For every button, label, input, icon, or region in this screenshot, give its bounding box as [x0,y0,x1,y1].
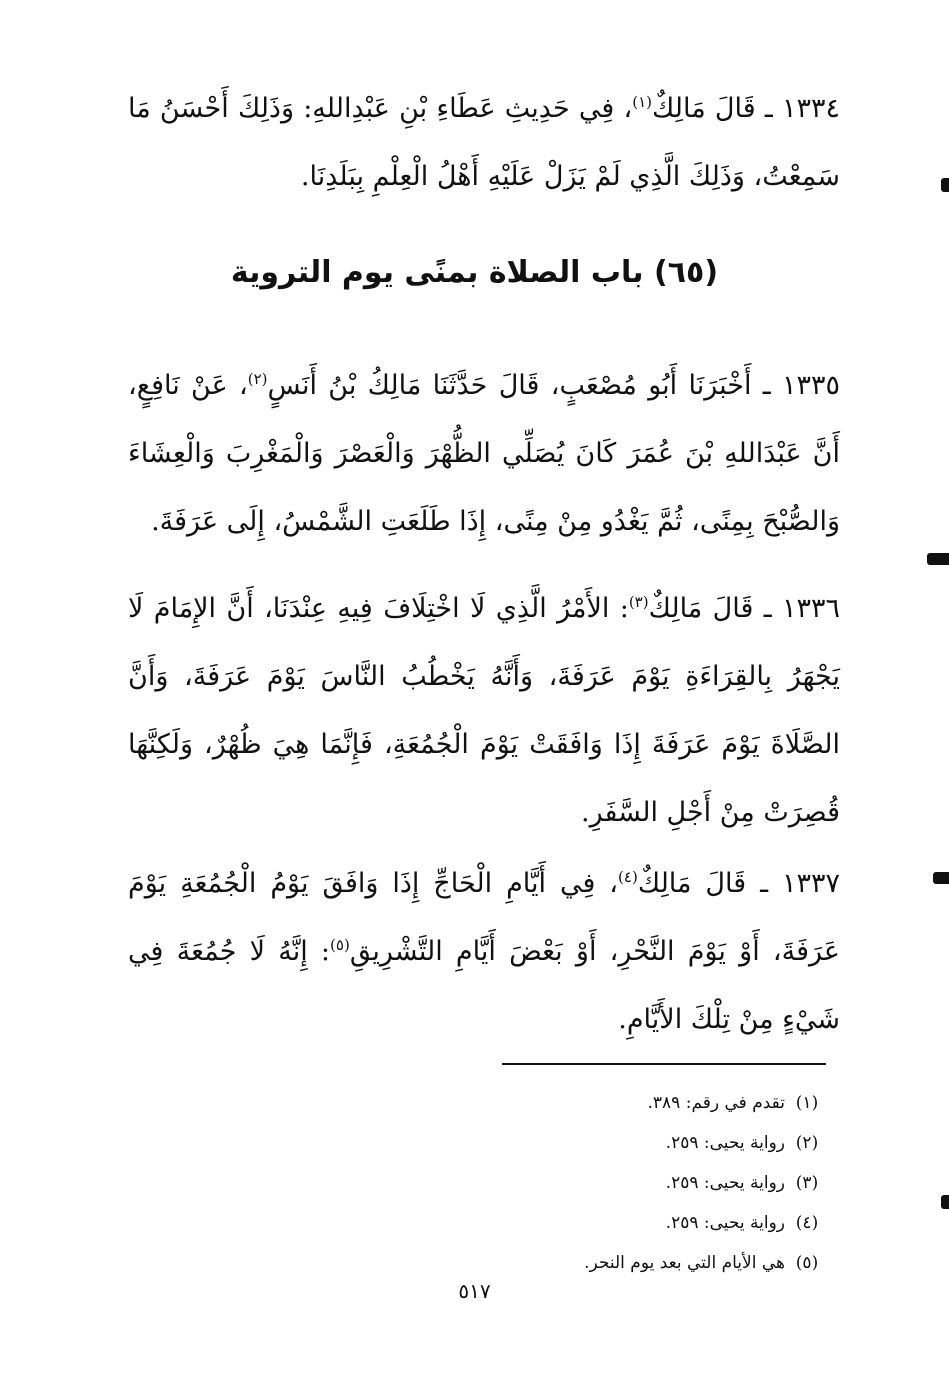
footnote-item [409,1123,829,1163]
footnote-ref-3: (٣) [628,593,649,611]
footnotes [409,1083,829,1283]
footnote-text: تقدم في رقم: ٣٨٩. [647,1093,785,1113]
paragraph-1335-text: ، عَنْ نَافِعٍ، أَنَّ عَبْدَاللهِ بْنَ عُمَرَ كَانَ يُصَلِّي الظُّهْرَ وَالْعَصْرَ وَالْمَغْرِبَ وَالْعِشَاءَ وَالصُّبْحَ بِمِنًى، ثُمَّ يَغْدُو مِنْ مِنًى، إِذَا طَلَعَتِ الشَّمْسُ، إِلَى عَرَفَةَ. [128,370,840,537]
footnote-ref-5: (٥) [330,936,350,954]
footnote-text: رواية يحيى: ٢٥٩. [665,1173,785,1193]
footnote-text: هي الأيام التي بعد يوم النحر. [584,1253,785,1273]
scan-edge-mark [941,1195,949,1209]
paragraph-1337-middle: ، فِي أَيَّامِ الْحَاجِّ إِذَا وَافَقَ يَوْمُ الْجُمُعَةِ يَوْمَ عَرَفَةَ، أَوْ يَوْمَ النَّحْرِ، أَوْ بَعْضَ أَيَّامِ التَّشْرِيقِ [128,868,841,967]
paragraph-1337 [128,850,840,1054]
paragraph-1337-opening: ١٣٣٧ ـ قَالَ مَالِكٌ [637,868,840,899]
paragraph-1337-text: : إِنَّهُ لَا جُمُعَةَ فِي شَيْءٍ مِنْ تِلْكَ الأَيَّامِ. [128,936,840,1035]
paragraph-1336-opening: ١٣٣٦ ـ قَالَ مَالِكٌ [648,593,840,624]
footnote-text: رواية يحيى: ٢٥٩. [665,1213,785,1233]
footnote-number: (١) [795,1093,819,1113]
footnote-number: (٢) [795,1133,819,1153]
footnote-item [409,1083,829,1123]
footnote-item [409,1203,829,1243]
chapter-heading: (٦٥) باب الصلاة بمنًى يوم التروية [230,255,719,290]
footnote-number: (٣) [795,1173,819,1193]
paragraph-1334-opening: ١٣٣٤ ـ قَالَ مَالِكٌ [651,93,840,124]
scan-edge-mark [933,872,949,884]
paragraph-1334-text: ، فِي حَدِيثِ عَطَاءِ بْنِ عَبْدِاللهِ: وَذَلِكَ أَحْسَنُ مَا سَمِعْتُ، وَذَلِكَ الَّذِي لَمْ يَزَلْ عَلَيْهِ أَهْلُ الْعِلْمِ بِبَلَدِنَا. [128,93,840,192]
footnote-item [409,1163,829,1203]
page-number: ٥١٧ [458,1279,491,1303]
footnote-separator [502,1063,826,1065]
scan-edge-mark [941,178,949,192]
paragraph-1335 [128,352,840,556]
footnote-ref-4: (٤) [618,868,638,886]
footnote-ref-2: (٢) [247,370,268,388]
scan-edge-mark [927,553,949,565]
paragraph-1334 [128,75,840,211]
footnote-number: (٥) [795,1253,819,1273]
paragraph-1336-text: : الأَمْرُ الَّذِي لَا اخْتِلَافَ فِيهِ عِنْدَنَا، أَنَّ الإِمَامَ لَا يَجْهَرُ بِالقِرَاءَةِ يَوْمَ عَرَفَةَ، وَأَنَّهُ يَخْطُبُ النَّاسَ يَوْمَ عَرَفَةَ، وَأَنَّ الصَّلَاةَ يَوْمَ عَرَفَةَ إِذَا وَافَقَتْ يَوْمَ الْجُمُعَةِ، فَإِنَّمَا هِيَ ظُهْرٌ، وَلَكِنَّهَا قُصِرَتْ مِنْ أَجْلِ السَّفَرِ. [128,593,840,828]
footnote-number: (٤) [795,1213,819,1233]
paragraph-1335-opening: ١٣٣٥ ـ أَخْبَرَنَا أَبُو مُصْعَبٍ، قَالَ حَدَّثَنَا مَالِكُ بْنُ أَنَسٍ [267,370,840,401]
footnote-text: رواية يحيى: ٢٥٩. [665,1133,785,1153]
footnote-ref-1: (١) [632,93,652,111]
paragraph-1336 [128,575,840,847]
